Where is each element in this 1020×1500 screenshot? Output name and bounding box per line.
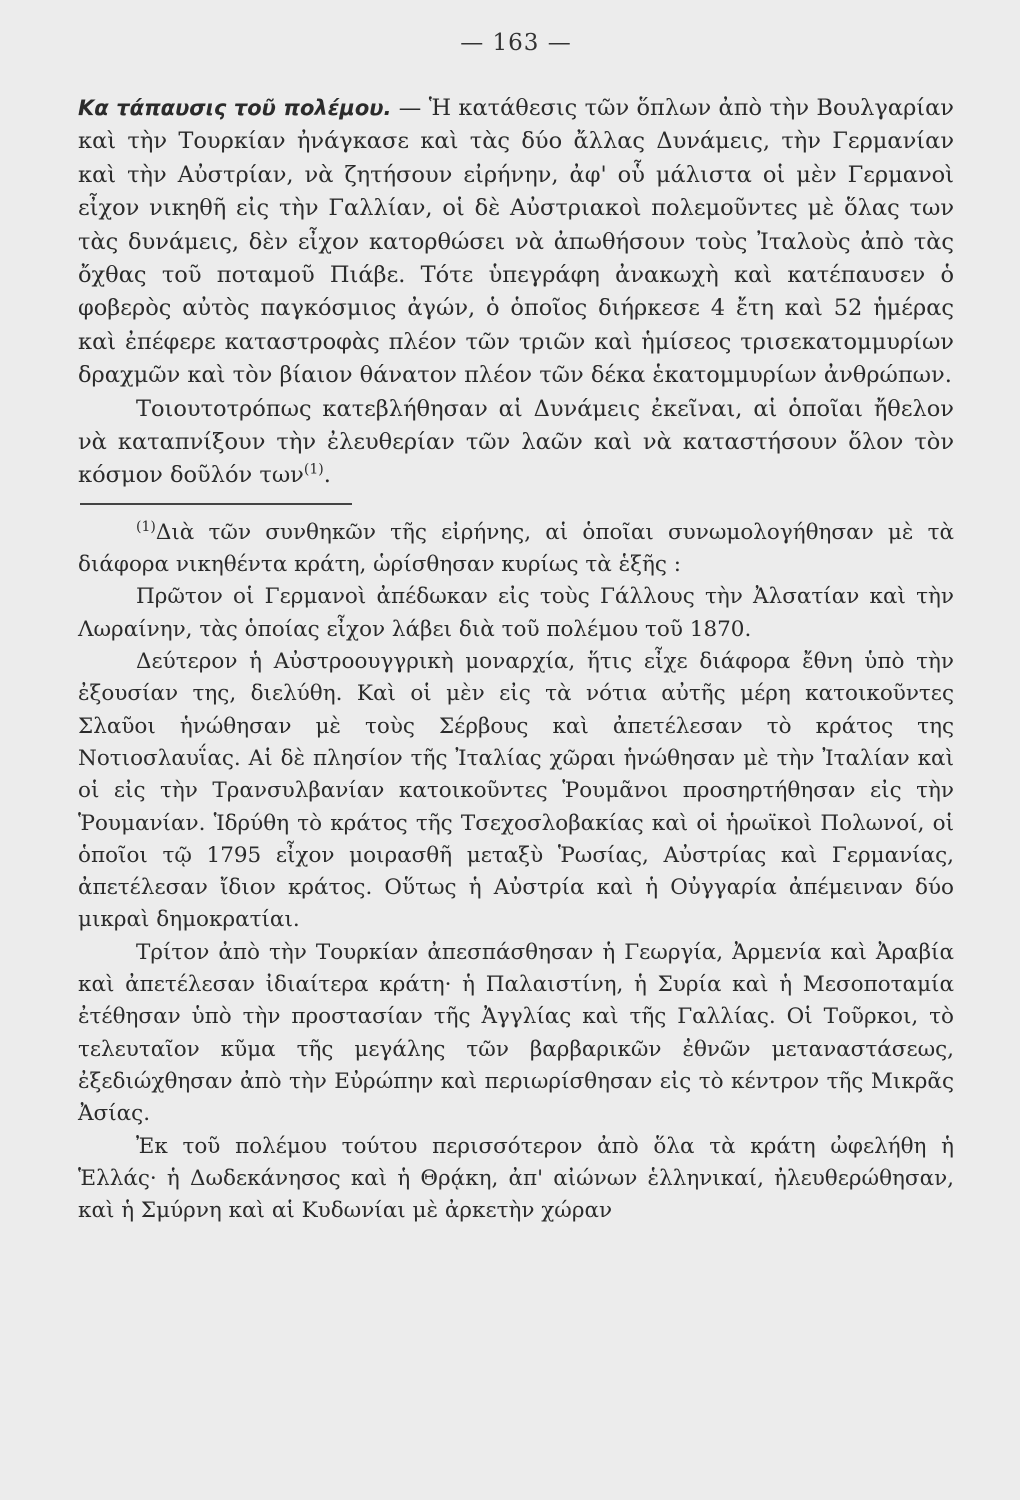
page-number: — 163 — (460, 30, 572, 56)
footnote-reference: (1) (303, 461, 324, 478)
footnote-paragraph-first: Πρῶτον οἱ Γερμανοὶ ἀπέδωκαν εἰς τοὺς Γάλλους τὴν Ἀλσατίαν καὶ τὴν Λωραίνην, τὰς ὁποίας εἶχον λάβει διὰ τοῦ πολέμου τοῦ 1870. (78, 584, 954, 642)
footnote-divider (80, 503, 352, 505)
paragraph-2-end: . (323, 462, 331, 489)
footnote-paragraph-third: Τρίτον ἀπὸ τὴν Τουρκίαν ἀπεσπάσθησαν ἡ Γεωργία, Ἀρμενία καὶ Ἀραβία καὶ ἀπετέλεσαν ἰδιαίτερα κράτη· ἡ Παλαιστίνη, ἡ Συρία καὶ ἡ Μεσοποταμία ἐτέθησαν ὑπὸ τὴν προστασίαν τῆς Ἀγγλίας καὶ τῆς Γαλλίας. Οἱ Τοῦρκοι, τὸ τελευταῖον κῦμα τῆς μεγάλης τῶν βαρβαρικῶν ἐθνῶν μεταναστάσεως, ἐξεδιώχθησαν ἀπὸ τὴν Εὐρώπην καὶ περιωρίσθησαν εἰς τὸ κέντρον τῆς Μικρᾶς Ἀσίας. (78, 939, 954, 1127)
paragraph-1-text: Ἡ κατάθεσις τῶν ὅπλων ἀπὸ τὴν Βουλγαρίαν καὶ τὴν Τουρκίαν ἠνάγκασε καὶ τὰς δύο ἄλλας Δυνάμεις, τὴν Γερμανίαν καὶ τὴν Αὐστρίαν, νὰ ζητήσουν εἰρήνην, ἀφ' οὗ μάλιστα οἱ μὲν Γερμανοὶ εἶχον νικηθῆ εἰς τὴν Γαλλίαν, οἱ δὲ Αὐστριακοὶ πολεμοῦντες μὲ ὅλας των τὰς δυνάμεις, δὲν εἶχον κατορθώσει νὰ ἀπωθήσουν τοὺς Ἰταλοὺς ἀπὸ τὰς ὄχθας τοῦ ποταμοῦ Πιάβε. Τότε ὑπεγράφη ἀνακωχὴ καὶ κατέπαυσεν ὁ φοβερὸς αὐτὸς παγκόσμιος ἀγών, ὁ ὁποῖος διήρκεσε 4 ἔτη καὶ 52 ἡμέρας καὶ ἐπέφερε καταστροφὰς πλέον τῶν τριῶν καὶ ἡμίσεος τρισεκατομμυρίων δραχμῶν καὶ τὸν βίαιον θάνατον πλέον τῶν δέκα ἑκατομμυρίων ἀνθρώπων. (78, 95, 954, 389)
footnote-intro-text: Διὰ τῶν συνθηκῶν τῆς εἰρήνης, αἱ ὁποῖαι συνωμολογήθησαν μὲ τὰ διάφορα νικηθέντα κράτη, ὡρίσθησαν κυρίως τὰ ἑξῆς : (78, 519, 954, 578)
footnote-intro (78, 517, 954, 582)
section-paragraph-2 (78, 393, 954, 493)
footnote-paragraph-fourth: Ἐκ τοῦ πολέμου τούτου περισσότερον ἀπὸ ὅλα τὰ κράτη ὠφελήθη ἡ Ἑλλάς· ἡ Δωδεκάνησος καὶ ἡ Θρᾴκη, ἀπ' αἰώνων ἑλληνικαί, ἠλευθερώθησαν, καὶ ἡ Σμύρνη καὶ αἱ Κυδωνίαι μὲ ἀρκετὴν χώραν (78, 1133, 954, 1224)
paragraph-2-text: Τοιουτοτρόπως κατεβλήθησαν αἱ Δυνάμεις ἐκεῖναι, αἱ ὁποῖαι ἤθελον νὰ καταπνίξουν τὴν ἐλευθερίαν τῶν λαῶν καὶ νὰ καταστήσουν ὅλον τὸν κόσμον δοῦλόν των (78, 395, 954, 489)
main-text (78, 92, 954, 493)
heading-dash: — (391, 95, 429, 121)
footnote (78, 517, 954, 1228)
section-paragraph-1 (78, 92, 954, 393)
footnote-marker: (1) (136, 518, 156, 535)
footnote-paragraph-second: Δεύτερον ἡ Αὐστροουγγρικὴ μοναρχία, ἥτις εἶχε διάφορα ἔθνη ὑπὸ τὴν ἐξουσίαν της, διελύθη. Καὶ οἱ μὲν εἰς τὰ νότια αὐτῆς μέρη κατοικοῦντες Σλαῦοι ἡνώθησαν μὲ τοὺς Σέρβους καὶ ἀπετέλεσαν τὸ κράτος της Νοτιοσλαυΐας. Αἱ δὲ πλησίον τῆς Ἰταλίας χῶραι ἡνώθησαν μὲ τὴν Ἰταλίαν καὶ οἱ εἰς τὴν Τρανσυλβανίαν κατοικοῦντες Ῥουμᾶνοι προσηρτήθησαν εἰς τὴν Ῥουμανίαν. Ἱδρύθη τὸ κράτος τῆς Τσεχοσλοβακίας καὶ οἱ ἡρωϊκοὶ Πολωνοί, οἱ ὁποῖοι τῷ 1795 εἶχον μοιρασθῆ μεταξὺ Ῥωσίας, Αὐστρίας καὶ Γερμανίας, ἀπετέλεσαν ἴδιον κράτος. Οὕτως ἡ Αὐστρία καὶ ἡ Οὐγγαρία ἀπέμειναν δύο μικραὶ δημοκρατίαι. (78, 649, 954, 933)
section-heading: Κα τάπαυσις τοῦ πολέμου. (78, 96, 392, 120)
